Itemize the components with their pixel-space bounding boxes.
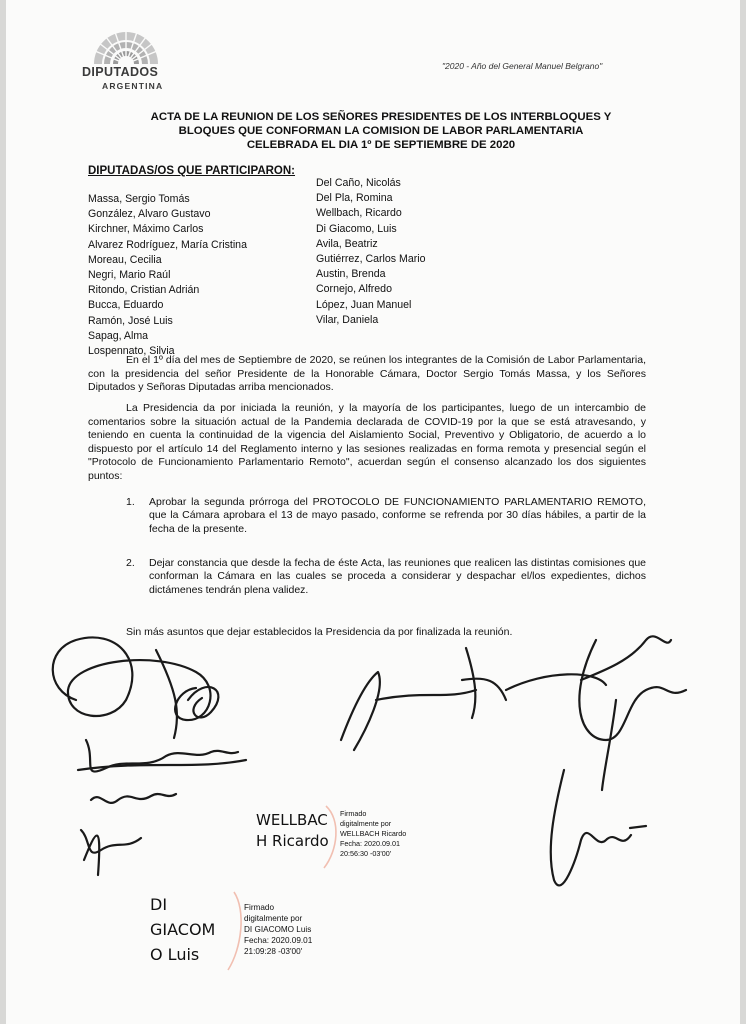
document-page — [6, 0, 740, 1024]
digital-signature-info — [340, 809, 406, 859]
item-text: Dejar constancia que desde la fecha de éste Acta, las reuniones que realicen las distintas comisiones que conforman la Cámara en las cuales se proceda a considerar y despachar el/los expedientes, dichos dictámenes tendrán plena validez. — [149, 557, 646, 596]
participant-name: Lospennato, Silvia — [88, 345, 175, 358]
signature-info-line: Fecha: 2020.09.01 — [244, 936, 313, 945]
participant-name: Negri, Mario Raúl — [88, 269, 171, 282]
item-number: 1. — [126, 496, 135, 508]
participant-name: Del Caño, Nicolás — [316, 177, 401, 189]
signature-name-line: GIACOM — [150, 920, 216, 939]
logo-subtitle: ARGENTINA — [102, 81, 164, 91]
paragraph-text: En el 1º día del mes de Septiembre de 2020, se reúnen los integrantes de la Comisión de Labor Parlamentaria, con la presidencia del señor Presidente de la Honorable Cámara, Doctor Sergio Tomás Massa, y los Señores Diputados y Señoras Diputadas arriba mencionados. — [88, 354, 646, 394]
participant-name: Massa, Sergio Tomás — [88, 193, 190, 205]
participant-name: Sapag, Alma — [88, 329, 149, 342]
participant-name: Austin, Brenda — [316, 268, 386, 281]
handwritten-signatures — [6, 0, 740, 1024]
digital-signature-name — [150, 892, 215, 967]
signature-left-loop — [53, 637, 211, 720]
closing-statement: Sin más asuntos que dejar establecidos la Presidencia da por finalizada la reunión. — [126, 626, 513, 638]
signature-name-line: WELLBAC — [256, 811, 328, 829]
participant-name: Gutiérrez, Carlos Mario — [316, 253, 426, 266]
signature-name-line: H Ricardo — [256, 832, 329, 850]
participant-name: Bucca, Eduardo — [88, 299, 164, 312]
signature-info-line: Firmado — [340, 809, 367, 818]
signature-center-tail — [462, 679, 506, 700]
signature-center — [341, 648, 476, 750]
signature-info-line: digitalmente por — [340, 819, 392, 828]
participant-name: Ramón, José Luis — [88, 314, 173, 327]
signature-right — [506, 640, 686, 740]
participant-name: Moreau, Cecilia — [88, 253, 162, 266]
item-text: Aprobar la segunda prórroga del PROTOCOLO DE FUNCIONAMIENTO PARLAMENTARIO REMOTO, que la Cámara aprobara el 13 de mayo pasado, conforme se refrenda por 30 días hábiles, a partir de la fecha de la presente. — [149, 496, 646, 535]
participant-name: Cornejo, Alfredo — [316, 283, 392, 296]
digital-signature-name — [256, 810, 329, 852]
title-line: BLOQUES QUE CONFORMAN LA COMISION DE LABOR PARLAMENTARIA — [178, 125, 584, 137]
participants-heading: DIPUTADAS/OS QUE PARTICIPARON: — [88, 165, 296, 177]
participant-name: Avila, Beatriz — [316, 237, 378, 250]
participant-name: Vilar, Daniela — [316, 313, 379, 326]
participant-name: Di Giacomo, Luis — [316, 222, 397, 235]
signature-name-line: DI — [150, 895, 168, 914]
participant-name: Alvarez Rodríguez, María Cristina — [88, 238, 247, 251]
signature-info-line: digitalmente por — [244, 914, 303, 923]
participant-name: Wellbach, Ricardo — [316, 207, 402, 220]
signature-info-line: WELLBACH Ricardo — [340, 829, 407, 838]
signature-low-scribble — [81, 794, 176, 853]
signature-info-line: DI GIACOMO Luis — [244, 925, 312, 934]
signature-info-line: Firmado — [244, 903, 275, 912]
title-line: ACTA DE LA REUNION DE LOS SEÑORES PRESIDENTES DE LOS INTERBLOQUES Y — [150, 111, 612, 123]
logo-title: DIPUTADOS — [82, 65, 159, 79]
title-line: CELEBRADA EL DIA 1º DE SEPTIEMBRE DE 2020 — [246, 139, 516, 151]
signature-name-line: O Luis — [150, 945, 200, 964]
signature-lower-right — [551, 770, 646, 885]
participant-name: Kirchner, Máximo Carlos — [88, 223, 204, 236]
digital-signature-watermark-2 — [228, 892, 241, 970]
participant-name: Del Pla, Romina — [316, 192, 393, 205]
participant-name: López, Juan Manuel — [316, 298, 412, 311]
paragraph-text: La Presidencia da por iniciada la reunión, y la mayoría de los participantes, luego de un intercambio de comentarios sobre la situación actual de la Pandemia declarada de COVID-19 por la que se está atravesando, y teniendo en cuenta la continuidad de la vigencia del Aislamiento Social, Preventivo y Obligatorio, de acuerdo a lo dispuesto por el artículo 14 del Reglamento interno y las sesiones realizadas en forma remota y presencial según el "Protocolo de Funcionamiento Parlamentario Remoto", acuerdan según el consenso alcanzado los dos siguientes puntos: — [88, 402, 646, 482]
participant-name: Ritondo, Cristian Adrián — [88, 284, 200, 297]
item-number: 2. — [126, 557, 135, 569]
signature-info-line: Fecha: 2020.09.01 — [340, 839, 400, 848]
participant-name: González, Alvaro Gustavo — [88, 208, 211, 221]
year-motto: "2020 - Año del General Manuel Belgrano" — [442, 61, 603, 71]
signature-right-long — [602, 700, 616, 790]
signature-info-line: 21:09:28 -03'00' — [244, 947, 303, 956]
signature-info-line: 20:56:30 -03'00' — [340, 849, 392, 858]
digital-signature-info — [244, 902, 312, 957]
